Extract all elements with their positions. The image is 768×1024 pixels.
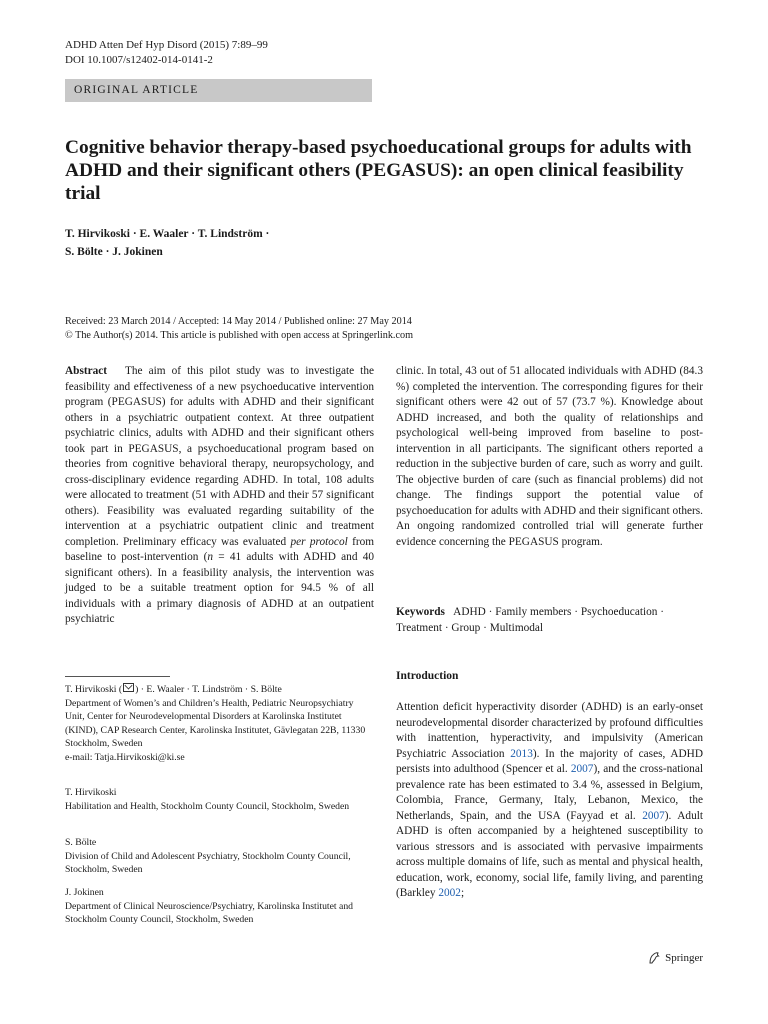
footnote-rule bbox=[65, 676, 170, 677]
citation-link[interactable]: 2007 bbox=[642, 809, 665, 822]
abstract-n-variable: n bbox=[207, 551, 214, 563]
introduction-body bbox=[396, 700, 703, 902]
envelope-icon[interactable] bbox=[123, 683, 134, 692]
keywords-label: Keywords bbox=[396, 606, 445, 618]
springer-horse-icon bbox=[647, 951, 661, 965]
aff4-name: J. Jokinen bbox=[65, 887, 104, 898]
affiliation-2 bbox=[65, 786, 375, 813]
introduction-heading: Introduction bbox=[396, 670, 459, 682]
keywords-text: ADHD · Family members · Psychoeducation · Treatment · Group · Multimodal bbox=[396, 606, 664, 634]
intro-text-2: ). In the majority of cases, ADHD persists into adulthood (Spencer et al. bbox=[396, 747, 703, 775]
intro-text-3: ), and the cross-national prevalence rate has been estimated to 3.4 %, assessed in Belgium, Colombia, France, Germany, Italy, Lebanon, Mexico, the Netherlands, Spain, and the USA (Fayyad et al. bbox=[396, 763, 703, 822]
affiliation-1 bbox=[65, 683, 375, 764]
author-line-1: T. Hirvikoski · E. Waaler · T. Lindström · bbox=[65, 228, 270, 240]
aff1-names-pre: T. Hirvikoski ( bbox=[65, 684, 123, 695]
intro-text-1: Attention deficit hyperactivity disorder (ADHD) is an early-onset neurodevelopmental disorder characterized by profound difficulties with inattention, hyperactivity, and impulsivity (American Psychiatric Association bbox=[396, 701, 703, 760]
publisher-name: Springer bbox=[665, 952, 703, 964]
aff3-name: S. Bölte bbox=[65, 837, 97, 848]
aff1-names-post: ) · E. Waaler · T. Lindström · S. Bölte bbox=[135, 684, 282, 695]
aff2-name: T. Hirvikoski bbox=[65, 787, 117, 798]
affiliation-4 bbox=[65, 886, 375, 927]
abstract-italic: per protocol bbox=[290, 535, 348, 548]
aff1-email[interactable]: e-mail: Tatja.Hirvikoski@ki.se bbox=[65, 751, 185, 763]
intro-text-4: ). Adult ADHD is often accompanied by a heightened susceptibility to various stressors and is associated with pervasive impairments across multiple domains of life, such as mental and physical health, education, work, economy, social life, family living, and parenting (Barkley bbox=[396, 809, 703, 899]
abstract-right-column: clinic. In total, 43 out of 51 allocated individuals with ADHD (84.3 %) completed the intervention. The corresponding figures for their significant others were 42 out of 57 (73.7 %). Knowledge about ADHD increased, and both the quality of relationships and psychological well-being improved from baseline to post-intervention in all participants. The significant others reported a reduction in the subjective burden of care, such as worry and guilt. The objective burden of care (such as financial problems) did not change. The findings support the potential value of psychoeducation for adults with ADHD and their significant others. An ongoing randomized controlled trial will generate further evidence concerning the PEGASUS program. bbox=[396, 365, 703, 548]
citation-link[interactable]: 2007 bbox=[570, 763, 594, 775]
abstract-label: Abstract bbox=[65, 365, 108, 377]
aff4-body: Department of Clinical Neuroscience/Psychiatry, Karolinska Institutet and Stockholm County Council, Stockholm, Sweden bbox=[65, 900, 354, 925]
journal-citation: ADHD Atten Def Hyp Disord (2015) 7:89–99 bbox=[65, 39, 268, 51]
article-title: Cognitive behavior therapy-based psychoeducational groups for adults with ADHD and their significant others (PEGASUS): an open clinical feasibility trial bbox=[65, 137, 692, 204]
journal-header bbox=[65, 38, 268, 68]
intro-text-5: ; bbox=[460, 887, 465, 899]
aff3-body: Division of Child and Adolescent Psychiatry, Stockholm County Council, Stockholm, Sweden bbox=[65, 850, 351, 875]
aff2-body: Habilitation and Health, Stockholm County Council, Stockholm, Sweden bbox=[65, 800, 350, 812]
affiliation-3 bbox=[65, 836, 375, 877]
abstract-text-a: The aim of this pilot study was to investigate the feasibility and effectiveness of a new psychoeducative intervention program (PEGASUS) for adults with ADHD and their significant others in a psychiatric outpatient context. At three outpatient psychiatric clinics, adults with ADHD and their significant others took part in PEGASUS, a psychoeducational program based on theories from cognitive behavioral therapy, neuropsychology, and cross-disciplinary evidence regarding ADHD. In total, 108 adults were allocated to treatment (51 with ADHD and their 57 significant others). Feasibility was evaluated regarding suitability of the intervention at a psychiatric outpatient clinic and treatment completion. Preliminary efficacy was evaluated bbox=[65, 365, 374, 548]
author-line-2: S. Bölte · J. Jokinen bbox=[65, 246, 163, 258]
aff1-body: Department of Women’s and Children’s Health, Pediatric Neuropsychiatry Unit, Center for Neurodevelopmental Disorders at Karolinska Institutet (KIND), CAP Research Center, Karolinska Institutet, Gävlegatan 22B, 11330 Stockholm, Sweden bbox=[65, 697, 366, 749]
abstract-left-column bbox=[65, 364, 374, 628]
keywords bbox=[396, 604, 703, 636]
publisher-logo bbox=[647, 951, 703, 965]
abstract-text-c: = 41 adults with ADHD and 40 significant others). In a feasibility analysis, the intervention was judged to be a suitable treatment option for 94.5 % of all individuals with a primary diagnosis of ADHD at an outpatient psychiatric bbox=[65, 551, 375, 625]
license-note: © The Author(s) 2014. This article is published with open access at Springerlink.com bbox=[65, 330, 414, 341]
doi: DOI 10.1007/s12402-014-0141-2 bbox=[65, 54, 213, 66]
article-type-banner: ORIGINAL ARTICLE bbox=[65, 79, 372, 102]
history-dates: Received: 23 March 2014 / Accepted: 14 May 2014 / Published online: 27 May 2014 bbox=[65, 316, 412, 327]
citation-link[interactable]: 2013 bbox=[510, 747, 533, 760]
author-list bbox=[65, 225, 269, 261]
citation-link[interactable]: 2002 bbox=[438, 887, 461, 899]
abstract-text-b: from baseline to post-intervention ( bbox=[65, 535, 375, 563]
article-history bbox=[65, 315, 413, 343]
